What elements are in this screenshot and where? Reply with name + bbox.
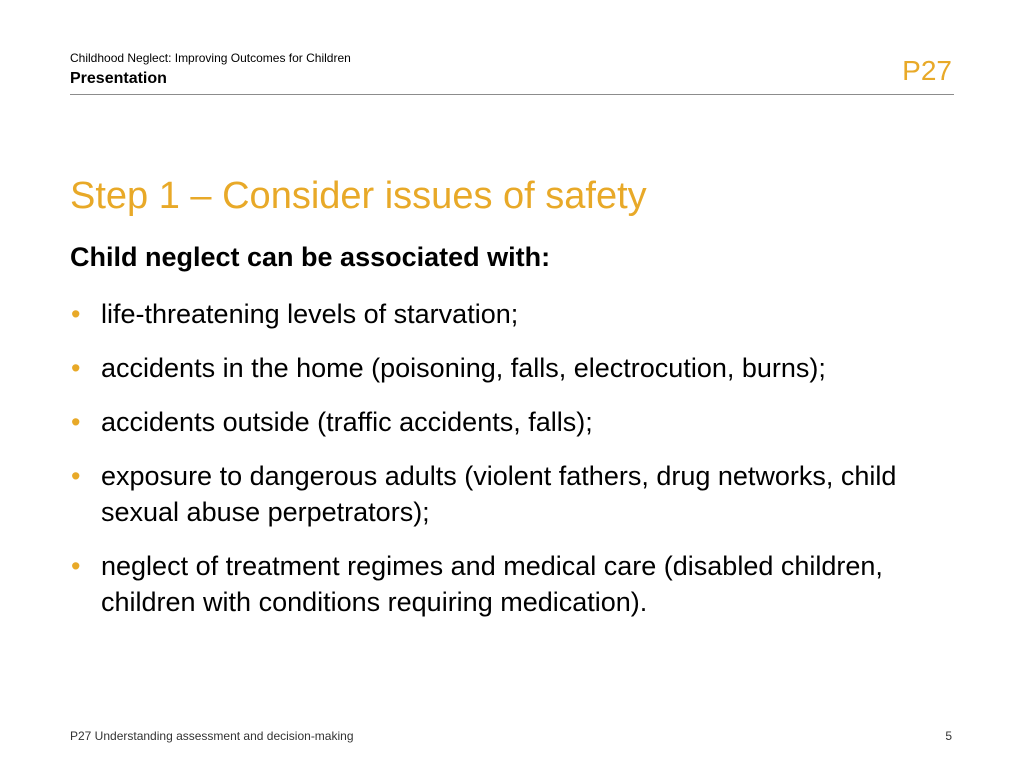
bullet-icon: •	[71, 353, 81, 383]
footer-text: P27 Understanding assessment and decision-making	[70, 729, 354, 743]
bullet-item	[70, 458, 960, 530]
slide-title: Step 1 – Consider issues of safety	[70, 175, 647, 217]
bullet-icon: •	[71, 407, 81, 437]
bullet-icon: •	[71, 551, 81, 581]
bullet-text: life-threatening levels of starvation;	[101, 299, 519, 329]
bullet-item	[70, 404, 960, 440]
bullet-text: exposure to dangerous adults (violent fathers, drug networks, child sexual abuse perpetrators);	[101, 461, 897, 527]
bullet-list	[70, 296, 960, 638]
bullet-item	[70, 296, 960, 332]
bullet-text: neglect of treatment regimes and medical care (disabled children, children with conditions requiring medication).	[101, 551, 883, 617]
bullet-icon: •	[71, 299, 81, 329]
bullet-text: accidents in the home (poisoning, falls, electrocution, burns);	[101, 353, 826, 383]
bullet-item	[70, 350, 960, 386]
bullet-text: accidents outside (traffic accidents, falls);	[101, 407, 593, 437]
bullet-item	[70, 548, 960, 620]
page-number: 5	[945, 729, 952, 743]
header-code: P27	[902, 55, 952, 86]
bullet-icon: •	[71, 461, 81, 491]
header-title: Presentation	[70, 70, 167, 87]
header-subtitle: Childhood Neglect: Improving Outcomes for Children	[70, 51, 351, 65]
slide-intro: Child neglect can be associated with:	[70, 242, 551, 272]
header-divider	[70, 94, 954, 95]
